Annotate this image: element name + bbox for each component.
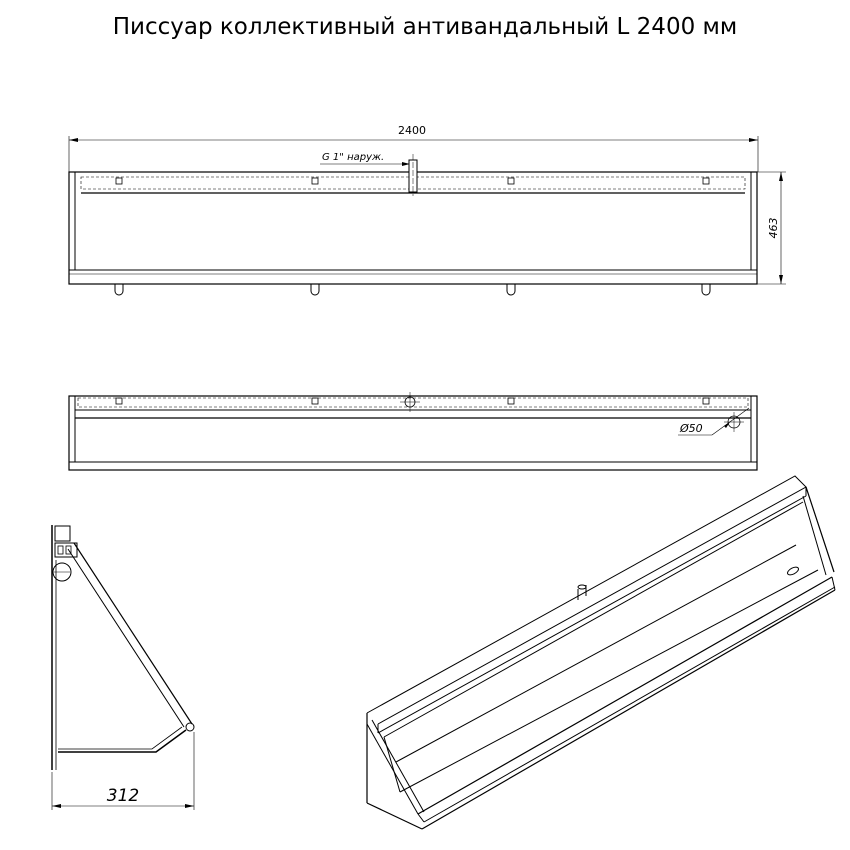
drain-dimension: Ø50 [680,422,703,435]
page-title: Писсуар коллективный антивандальный L 2400 мм [112,14,738,40]
height-dimension [756,172,786,284]
thread-leader [320,152,410,166]
side-view [52,525,194,810]
thread-note: G 1" наруж. [322,152,385,163]
length-dimension [69,124,758,282]
isometric-view [367,476,835,829]
height-dimension-label: 463 [767,217,780,239]
top-view [69,392,757,470]
depth-dimension: 312 [106,786,140,806]
length-dimension-label: 2400 [398,124,426,137]
front-view [69,124,786,295]
